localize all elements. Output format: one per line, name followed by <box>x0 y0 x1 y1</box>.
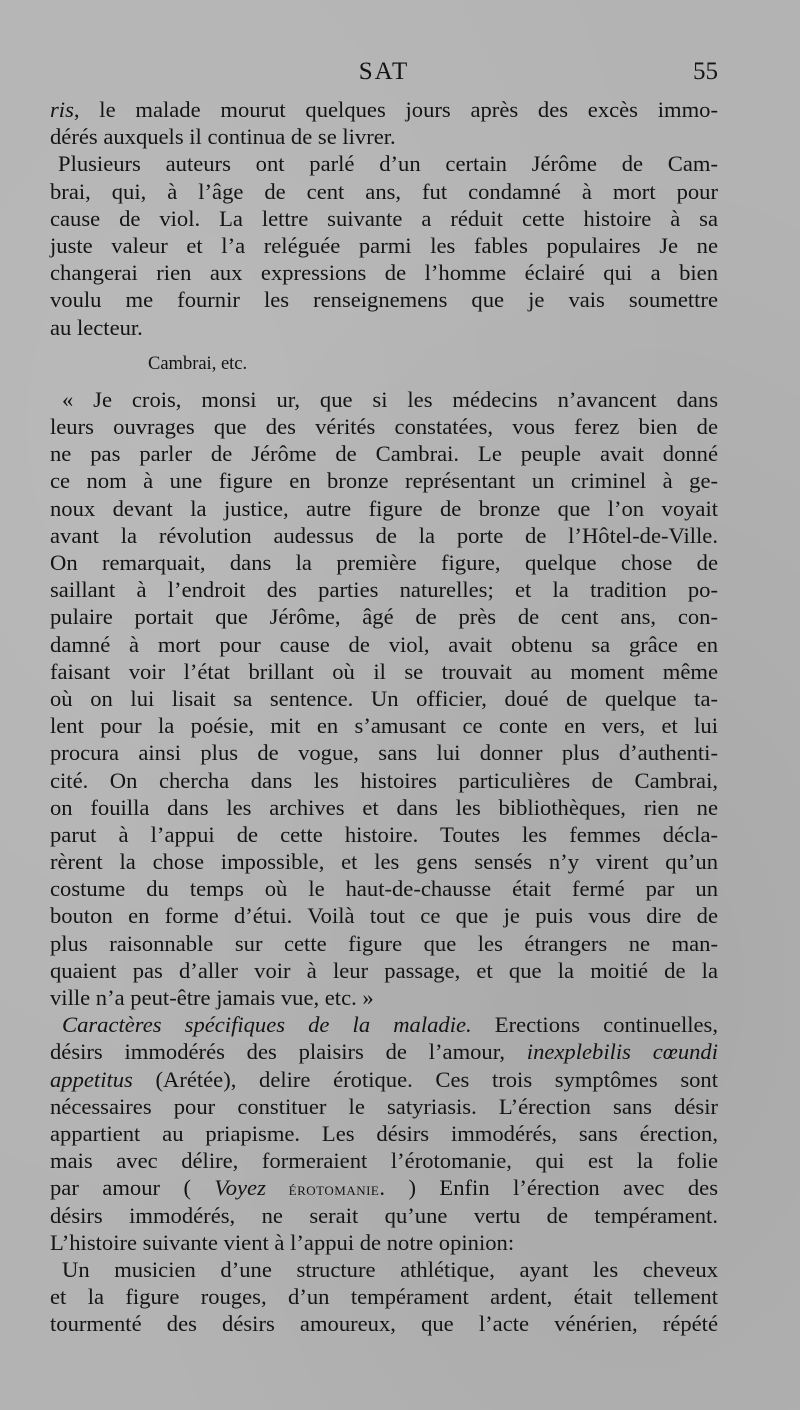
text-line: lent pour la poésie, mit en s’amusant ce conte en vers, et lui <box>50 713 718 739</box>
text-line: parut à l’appui de cette histoire. Toutes les femmes décla- <box>50 821 718 847</box>
body-text <box>50 96 718 1337</box>
text-line: rèrent la chose impossible, et les gens sensés n’y virent qu’un <box>50 849 718 875</box>
text-line: L’histoire suivante vient à l’appui de notre opinion: <box>50 1229 515 1255</box>
text-line: appartient au priapisme. Les désirs immodérés, sans érection, <box>50 1120 718 1146</box>
text-line: on fouilla dans les archives et dans les bibliothèques, rien ne <box>50 794 718 820</box>
text-line: par amour ( Voyez érotomanie. ) Enfin l’érection avec des <box>50 1175 719 1201</box>
text-line: avant la révolution audessus de la porte de l’Hôtel-de-Ville. <box>50 522 718 548</box>
text-line: Un musicien d’une structure athlétique, ayant les cheveux <box>62 1256 718 1282</box>
page-header <box>50 58 718 96</box>
text-line: On remarquait, dans la première figure, quelque chose de <box>50 550 718 575</box>
text-line: désirs immodérés des plaisirs de l’amour, inexplebilis cœundi <box>50 1039 719 1065</box>
text-line: bouton en forme d’étui. Voilà tout ce que je puis vous dire de <box>50 903 718 929</box>
text-line: voulu me fournir les renseignemens que je vais soumettre <box>50 287 718 313</box>
text-line: ne pas parler de Jérôme de Cambrai. Le peuple avait donné <box>50 441 718 467</box>
text-line: saillant à l’endroit des parties naturelles; et la tradition po- <box>50 577 718 603</box>
book-page <box>50 58 718 1337</box>
text-line: nécessaires pour constituer le satyriasis. L’érection sans désir <box>50 1093 718 1119</box>
text-line: Plusieurs auteurs ont parlé d’un certain Jérôme de Cam- <box>58 151 718 177</box>
text-line: procura ainsi plus de vogue, sans lui donner plus d’authenti- <box>50 740 718 766</box>
section-heading-line: Caractères spécifiques de la maladie. Erections continuelles, <box>62 1012 718 1038</box>
text-line: plus raisonnable sur cette figure que les étrangers ne man- <box>50 930 718 956</box>
letter-place: Cambrai, etc. <box>148 353 248 374</box>
text-line: où on lui lisait sa sentence. Un officier, doué de quelque ta- <box>50 685 718 711</box>
text-line: ris, le malade mourut quelques jours après des excès immo- <box>50 97 718 122</box>
text-line: au lecteur. <box>50 314 143 340</box>
text-line: cité. On chercha dans les histoires particulières de Cambrai, <box>50 767 718 793</box>
text-line: brai, qui, à l’âge de cent ans, fut condamné à mort pour <box>50 178 718 204</box>
page-number: 55 <box>693 58 718 85</box>
text-line: « Je crois, monsi ur, que si les médecins n’avancent dans <box>62 386 718 412</box>
text-line: ville n’a peut-être jamais vue, etc. » <box>50 985 374 1010</box>
running-head: SAT <box>358 58 410 85</box>
text-line: pulaire portait que Jérôme, âgé de près de cent ans, con- <box>50 604 718 630</box>
text-line: mais avec délire, formeraient l’érotomanie, qui est la folie <box>50 1148 718 1174</box>
text-line: damné à mort pour cause de viol, avait obtenu sa grâce en <box>50 631 718 657</box>
text-line: appetitus (Arétée), delire érotique. Ces trois symptômes sont <box>50 1066 718 1092</box>
text-line: leurs ouvrages que des vérités constatées, vous ferez bien de <box>50 414 718 440</box>
text-line: noux devant la justice, autre figure de bronze que l’on voyait <box>50 495 718 521</box>
text-line: cause de viol. La lettre suivante a réduit cette histoire à sa <box>50 205 718 231</box>
text-line: changerai rien aux expressions de l’homme éclairé qui a bien <box>50 260 718 286</box>
text-line: dérés auxquels il continua de se livrer. <box>50 124 396 150</box>
text-line: costume du temps où le haut-de-chausse était fermé par un <box>50 876 718 902</box>
text-line: tourmenté des désirs amoureux, que l’acte vénérien, répété <box>50 1311 718 1337</box>
text-line: désirs immodérés, ne serait qu’une vertu de tempérament. <box>50 1202 718 1228</box>
text-line: faisant voir l’état brillant où il se trouvait au moment même <box>50 658 718 684</box>
text-line: quaient pas d’aller voir à leur passage, et que la moitié de la <box>50 957 718 983</box>
text-line: juste valeur et l’a reléguée parmi les fables populaires Je ne <box>50 232 718 258</box>
text-line: ce nom à une figure en bronze représentant un criminel à ge- <box>50 468 718 494</box>
text-line: et la figure rouges, d’un tempérament ardent, était tellement <box>50 1284 718 1310</box>
